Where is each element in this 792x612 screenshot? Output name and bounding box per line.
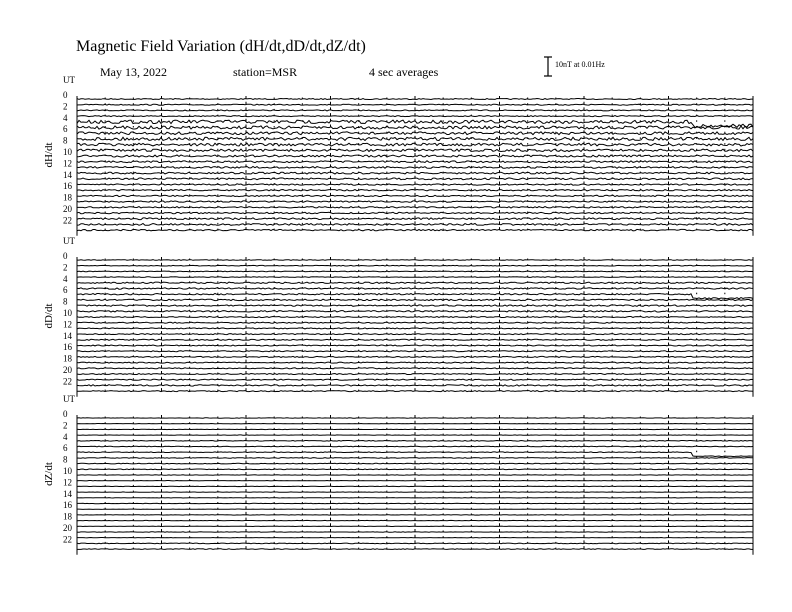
hour-label: 12: [63, 477, 72, 488]
chart-title: Magnetic Field Variation (dH/dt,dD/dt,dZ/dt): [76, 38, 366, 55]
hour-label: 22: [63, 376, 72, 387]
hour-label: 6: [63, 124, 68, 135]
averaging-label: 4 sec averages: [369, 65, 439, 79]
panel-label: dZ/dt: [43, 462, 55, 486]
hour-label: 18: [63, 511, 72, 522]
hour-label: 14: [63, 330, 72, 341]
hour-label: 0: [63, 90, 68, 100]
scale-bar: [544, 57, 552, 76]
hour-label: 22: [63, 215, 72, 226]
panel-label: dD/dt: [43, 303, 55, 329]
hour-label: 8: [63, 296, 68, 307]
hour-label: 16: [63, 500, 72, 511]
hour-label: 10: [63, 147, 72, 157]
hour-label: 4: [63, 112, 68, 123]
station-label: station=MSR: [233, 65, 298, 79]
hour-label: 22: [63, 534, 72, 545]
hour-label: 6: [63, 285, 68, 296]
hour-label: 8: [63, 135, 68, 146]
panel-3: [77, 415, 753, 555]
hour-label: 2: [63, 101, 68, 112]
hour-label: 10: [63, 308, 72, 318]
ut-label: UT: [63, 236, 75, 246]
hour-label: 20: [63, 365, 72, 375]
hour-label: 20: [63, 204, 72, 214]
hour-label: 12: [63, 158, 72, 169]
ut-label: UT: [63, 75, 75, 85]
hour-label: 10: [63, 466, 72, 476]
hour-label: 20: [63, 523, 72, 533]
hour-label: 0: [63, 409, 68, 419]
hour-label: 4: [63, 273, 68, 284]
date-label: May 13, 2022: [100, 65, 167, 79]
panel-1: [77, 96, 753, 236]
hour-label: 12: [63, 319, 72, 330]
panel-2: [77, 257, 753, 397]
hour-label: 4: [63, 431, 68, 442]
hour-label: 16: [63, 342, 72, 353]
hour-label: 18: [63, 192, 72, 203]
hour-label: 0: [63, 251, 68, 261]
hour-label: 16: [63, 181, 72, 192]
panel-label: dH/dt: [43, 142, 55, 168]
scale-bar-label: 10nT at 0.01Hz: [555, 60, 605, 69]
hour-label: 18: [63, 353, 72, 364]
hour-label: 14: [63, 169, 72, 180]
hour-label: 2: [63, 420, 68, 431]
ut-label: UT: [63, 394, 75, 404]
hour-label: 8: [63, 454, 68, 465]
hour-label: 6: [63, 443, 68, 454]
hour-label: 14: [63, 488, 72, 499]
hour-label: 2: [63, 262, 68, 273]
